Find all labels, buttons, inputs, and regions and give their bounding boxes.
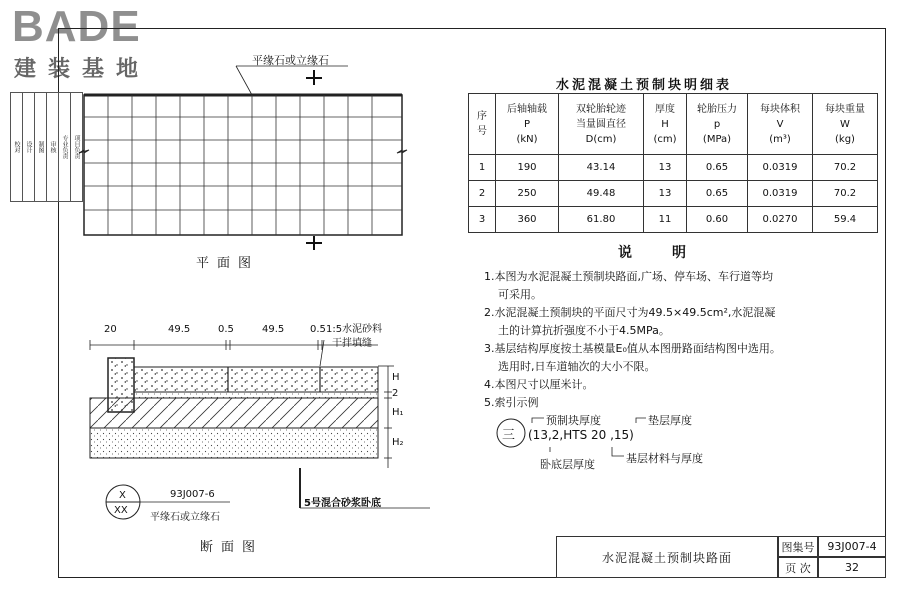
note-line: 4.本图尺寸以厘米计。 (484, 378, 594, 391)
dim-49-5-a: 49.5 (168, 324, 191, 335)
plan-grid (84, 95, 402, 235)
joint-label-1: 1:5水泥砂料 (326, 324, 383, 335)
index-label-base-material: 基层材料与厚度 (626, 452, 703, 465)
note-line: 2.水泥混凝土预制块的平面尺寸为49.5×49.5cm²,水泥混凝 (484, 306, 776, 319)
dim-0-5-a: 0.5 (218, 324, 234, 335)
spec-header-row (469, 94, 878, 155)
header-tire-pressure: 轮胎压力 p (MPa) (687, 94, 748, 155)
dim-49-5-b: 49.5 (262, 324, 285, 335)
curb-leader (236, 66, 252, 95)
notes-title: 说明 (618, 245, 726, 261)
ref-bottom: XX (114, 505, 128, 516)
index-label-cushion-thickness: 垫层厚度 (648, 414, 692, 427)
section-curb-label: 平缘石或立缘石 (150, 512, 220, 523)
layer-label-h2: H₂ (392, 437, 404, 448)
stamp-cell: 设计 (23, 93, 35, 202)
stamp-cell: 项目负责 (71, 93, 83, 202)
ref-top: X (119, 490, 126, 501)
table-row: 3 360 61.80 11 0.60 0.0270 59.4 (469, 207, 878, 233)
index-label-block-thickness: 预制块厚度 (546, 414, 601, 427)
logo-brand: BADE (12, 2, 141, 51)
subbase-layer (90, 428, 378, 458)
plan-view (79, 66, 407, 250)
title-block (556, 536, 886, 578)
break-mark-right (397, 150, 407, 153)
header-diameter: 双轮胎轮迹 当量圆直径 D(cm) (559, 94, 644, 155)
note-line: 选用时,日车道轴次的大小不限。 (498, 360, 656, 373)
section-view (90, 340, 430, 519)
note-line: 3.基层结构厚度按土基模量E₀值从本图册路面结构图中选用。 (484, 342, 781, 355)
joint-label-2: 干拌填缝 (332, 338, 372, 349)
layer-label-h: H (392, 372, 400, 383)
page-number: 32 (818, 557, 886, 578)
spec-table-title: 水泥混凝土预制块明细表 (556, 78, 733, 93)
note-line: 可采用。 (498, 288, 542, 301)
table-row: 2 250 49.48 13 0.65 0.0319 70.2 (469, 181, 878, 207)
mortar-label: 5号混合砂浆卧底 (304, 498, 381, 509)
plan-caption: 平面图 (196, 256, 260, 271)
drawing-title: 水泥混凝土预制块路面 (556, 536, 778, 578)
note-line: 1.本图为水泥混凝土预制块路面,广场、停车场、车行道等均 (484, 270, 773, 283)
dim-0-5-b: 0.5 (310, 324, 326, 335)
note-line: 5.索引示例 (484, 396, 539, 409)
stamp-cell: 制图 (35, 93, 47, 202)
block-layer (134, 367, 378, 392)
dim-20: 20 (104, 324, 117, 335)
layer-label-h1: H₁ (392, 407, 404, 418)
stamp-cell: 审核 (47, 93, 59, 202)
header-axle-load: 后轴轴载 P (kN) (496, 94, 559, 155)
header-weight: 每块重量 W (kg) (813, 94, 878, 155)
stamp-cell: 专业负责 (59, 93, 71, 202)
page-label: 页 次 (778, 557, 818, 578)
index-circle-label: 三 (502, 428, 516, 443)
mortar-layer (134, 392, 378, 398)
atlas-number: 93J007-4 (818, 536, 886, 557)
break-mark-left (79, 150, 89, 153)
note-line: 土的计算抗折强度不小于4.5MPa。 (498, 324, 670, 337)
header-thickness: 厚度 H (cm) (644, 94, 687, 155)
table-row: 1 190 43.14 13 0.65 0.0319 70.2 (469, 155, 878, 181)
curb-stone (108, 358, 134, 412)
header-volume: 每块体积 V (m³) (748, 94, 813, 155)
header-index: 序 号 (469, 94, 496, 155)
atlas-label: 图集号 (778, 536, 818, 557)
logo-subtitle: 建装基地 (14, 57, 151, 82)
plan-curb-label: 平缘石或立缘石 (252, 54, 329, 67)
layer-label-2: 2 (392, 388, 399, 399)
spec-table (468, 93, 878, 233)
index-label-bed-thickness: 卧底层厚度 (540, 458, 595, 471)
index-formula: (13,2,HTS 20 ,15) (528, 428, 634, 442)
stamp-cell: 校对 (11, 93, 23, 202)
section-caption: 断面图 (200, 540, 264, 555)
ref-code: 93J007-6 (170, 489, 215, 500)
